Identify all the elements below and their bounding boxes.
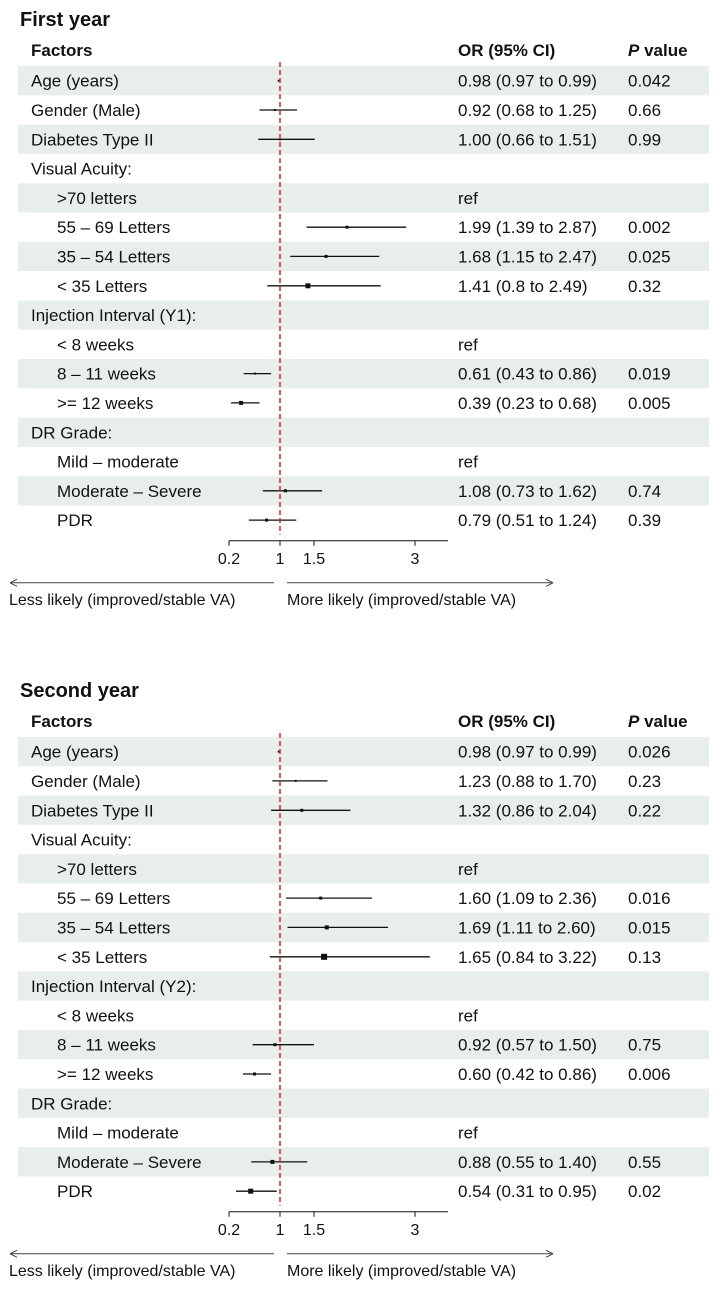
header-p-value (628, 712, 688, 731)
factor-label: Mild – moderate (57, 1123, 179, 1143)
or-point (273, 1043, 276, 1046)
header-p-value (628, 41, 688, 60)
p-value-text: 0.005 (628, 393, 671, 413)
factor-label: 35 – 54 Letters (57, 918, 171, 938)
p-value-text: 0.39 (628, 511, 662, 531)
more-likely-label: More likely (improved/stable VA) (287, 1262, 517, 1280)
or-ci-text: 0.98 (0.97 to 0.99) (458, 742, 597, 762)
header-p-italic: P (628, 41, 640, 60)
or-ci-text: 0.61 (0.43 to 0.86) (458, 364, 597, 384)
row-band (18, 737, 709, 766)
factor-label: 55 – 69 Letters (57, 889, 171, 909)
or-ci-text: 1.08 (0.73 to 1.62) (458, 481, 597, 501)
factor-label: PDR (57, 1182, 93, 1202)
x-tick-label: 3 (410, 550, 420, 568)
more-likely-label: More likely (improved/stable VA) (287, 591, 517, 609)
or-ci-text: ref (458, 335, 478, 355)
or-point (254, 373, 256, 375)
p-value-text: 0.99 (628, 130, 662, 150)
p-value-text: 0.75 (628, 1035, 662, 1055)
x-tick-label: 1 (275, 550, 285, 568)
p-value-text: 0.025 (628, 247, 671, 267)
or-ci-text: 0.79 (0.51 to 1.24) (458, 511, 597, 531)
or-point (321, 954, 327, 960)
or-ci-text: 0.39 (0.23 to 0.68) (458, 393, 597, 413)
less-likely-label: Less likely (improved/stable VA) (9, 591, 236, 609)
p-value-text: 0.74 (628, 481, 662, 501)
factor-label: < 8 weeks (57, 1006, 135, 1026)
or-point (239, 401, 243, 405)
or-point (284, 489, 287, 492)
factor-label: PDR (57, 511, 93, 531)
or-ci-text: ref (458, 1123, 478, 1143)
or-ci-text: 1.32 (0.86 to 2.04) (458, 801, 597, 821)
factor-label: 55 – 69 Letters (57, 218, 171, 238)
factor-label: < 8 weeks (57, 335, 135, 355)
or-ci-text: 0.88 (0.55 to 1.40) (458, 1152, 597, 1172)
header-factors: Factors (31, 41, 93, 60)
panel-title: First year (20, 9, 111, 31)
or-point (265, 519, 268, 522)
p-value-text: 0.02 (628, 1182, 662, 1202)
factor-label: < 35 Letters (57, 947, 148, 967)
row-band (18, 1089, 709, 1118)
or-ci-text: 1.00 (0.66 to 1.51) (458, 130, 597, 150)
factor-label: Mild – moderate (57, 452, 179, 472)
factor-label: < 35 Letters (57, 276, 148, 296)
factor-label: DR Grade: (31, 1094, 113, 1114)
panel-title: Second year (20, 680, 139, 702)
or-point (325, 255, 328, 258)
factor-label: Age (years) (31, 742, 119, 762)
p-value-text: 0.23 (628, 771, 662, 791)
factor-label: Injection Interval (Y1): (31, 306, 197, 325)
or-ci-text: 0.92 (0.57 to 1.50) (458, 1035, 597, 1055)
header-factors: Factors (31, 712, 93, 731)
x-tick-label: 1.5 (302, 1221, 326, 1239)
or-ci-text: 1.60 (1.09 to 2.36) (458, 889, 597, 909)
factor-label: >70 letters (57, 859, 137, 879)
or-ci-text: 1.68 (1.15 to 2.47) (458, 247, 597, 267)
x-tick-label: 1 (275, 1221, 285, 1239)
or-point (253, 1073, 256, 1076)
header-p-italic: P (628, 712, 640, 731)
or-ci-text: 1.65 (0.84 to 3.22) (458, 947, 597, 967)
factor-label: Gender (Male) (31, 771, 141, 791)
factor-label: >= 12 weeks (57, 393, 154, 413)
row-band (18, 418, 709, 447)
or-ci-text: 1.41 (0.8 to 2.49) (458, 276, 588, 296)
row-band (18, 66, 709, 95)
factor-label: Diabetes Type II (31, 130, 154, 150)
factor-label: >70 letters (57, 188, 137, 208)
p-value-text: 0.66 (628, 101, 662, 120)
p-value-text: 0.026 (628, 742, 671, 762)
factor-label: Gender (Male) (31, 101, 141, 120)
header-p-rest: value (639, 41, 688, 60)
factor-label: Moderate – Severe (57, 481, 202, 501)
or-ci-text: 1.69 (1.11 to 2.60) (458, 918, 596, 938)
p-value-text: 0.002 (628, 218, 671, 238)
factor-label: >= 12 weeks (57, 1065, 154, 1084)
forest-panel-second-year (9, 680, 709, 1280)
or-ci-text: ref (458, 188, 478, 208)
or-point (319, 897, 322, 900)
or-point (325, 925, 329, 929)
or-point (295, 780, 297, 782)
factor-label: Age (years) (31, 71, 119, 91)
or-ci-text: 0.98 (0.97 to 0.99) (458, 71, 597, 91)
or-point (274, 109, 276, 111)
x-tick-label: 0.2 (217, 1221, 241, 1239)
p-value-text: 0.22 (628, 801, 662, 821)
factor-label: 8 – 11 weeks (57, 364, 156, 384)
p-value-text: 0.55 (628, 1152, 662, 1172)
p-value-text: 0.006 (628, 1065, 671, 1084)
or-point (305, 283, 310, 288)
header-p-rest: value (639, 712, 688, 731)
factor-label: Diabetes Type II (31, 801, 154, 821)
or-ci-text: ref (458, 452, 478, 472)
factor-label: Injection Interval (Y2): (31, 977, 197, 996)
factor-label: Visual Acuity: (31, 159, 132, 179)
factor-label: DR Grade: (31, 423, 113, 443)
or-point (270, 1160, 274, 1164)
or-ci-text: ref (458, 1006, 478, 1026)
header-or-ci: OR (95% CI) (458, 41, 556, 60)
forest-panel-first-year (9, 9, 709, 609)
factor-label: Visual Acuity: (31, 830, 132, 850)
p-value-text: 0.32 (628, 276, 662, 296)
x-tick-label: 3 (410, 1221, 420, 1239)
x-tick-label: 1.5 (302, 550, 326, 568)
or-ci-text: 0.54 (0.31 to 0.95) (458, 1182, 597, 1202)
p-value-text: 0.042 (628, 71, 671, 91)
or-ci-text: 0.60 (0.42 to 0.86) (458, 1065, 597, 1084)
or-point (248, 1189, 253, 1194)
p-value-text: 0.13 (628, 947, 662, 967)
or-ci-text: 1.23 (0.88 to 1.70) (458, 771, 597, 791)
p-value-text: 0.016 (628, 889, 671, 909)
p-value-text: 0.015 (628, 918, 671, 938)
factor-label: Moderate – Severe (57, 1152, 202, 1172)
factor-label: 8 – 11 weeks (57, 1035, 156, 1055)
less-likely-label: Less likely (improved/stable VA) (9, 1262, 236, 1280)
or-point (300, 809, 303, 812)
header-or-ci: OR (95% CI) (458, 712, 556, 731)
p-value-text: 0.019 (628, 364, 671, 384)
x-tick-label: 0.2 (217, 550, 241, 568)
or-point (346, 226, 349, 229)
or-ci-text: ref (458, 859, 478, 879)
or-ci-text: 1.99 (1.39 to 2.87) (458, 218, 597, 238)
factor-label: 35 – 54 Letters (57, 247, 171, 267)
or-ci-text: 0.92 (0.68 to 1.25) (458, 101, 597, 120)
